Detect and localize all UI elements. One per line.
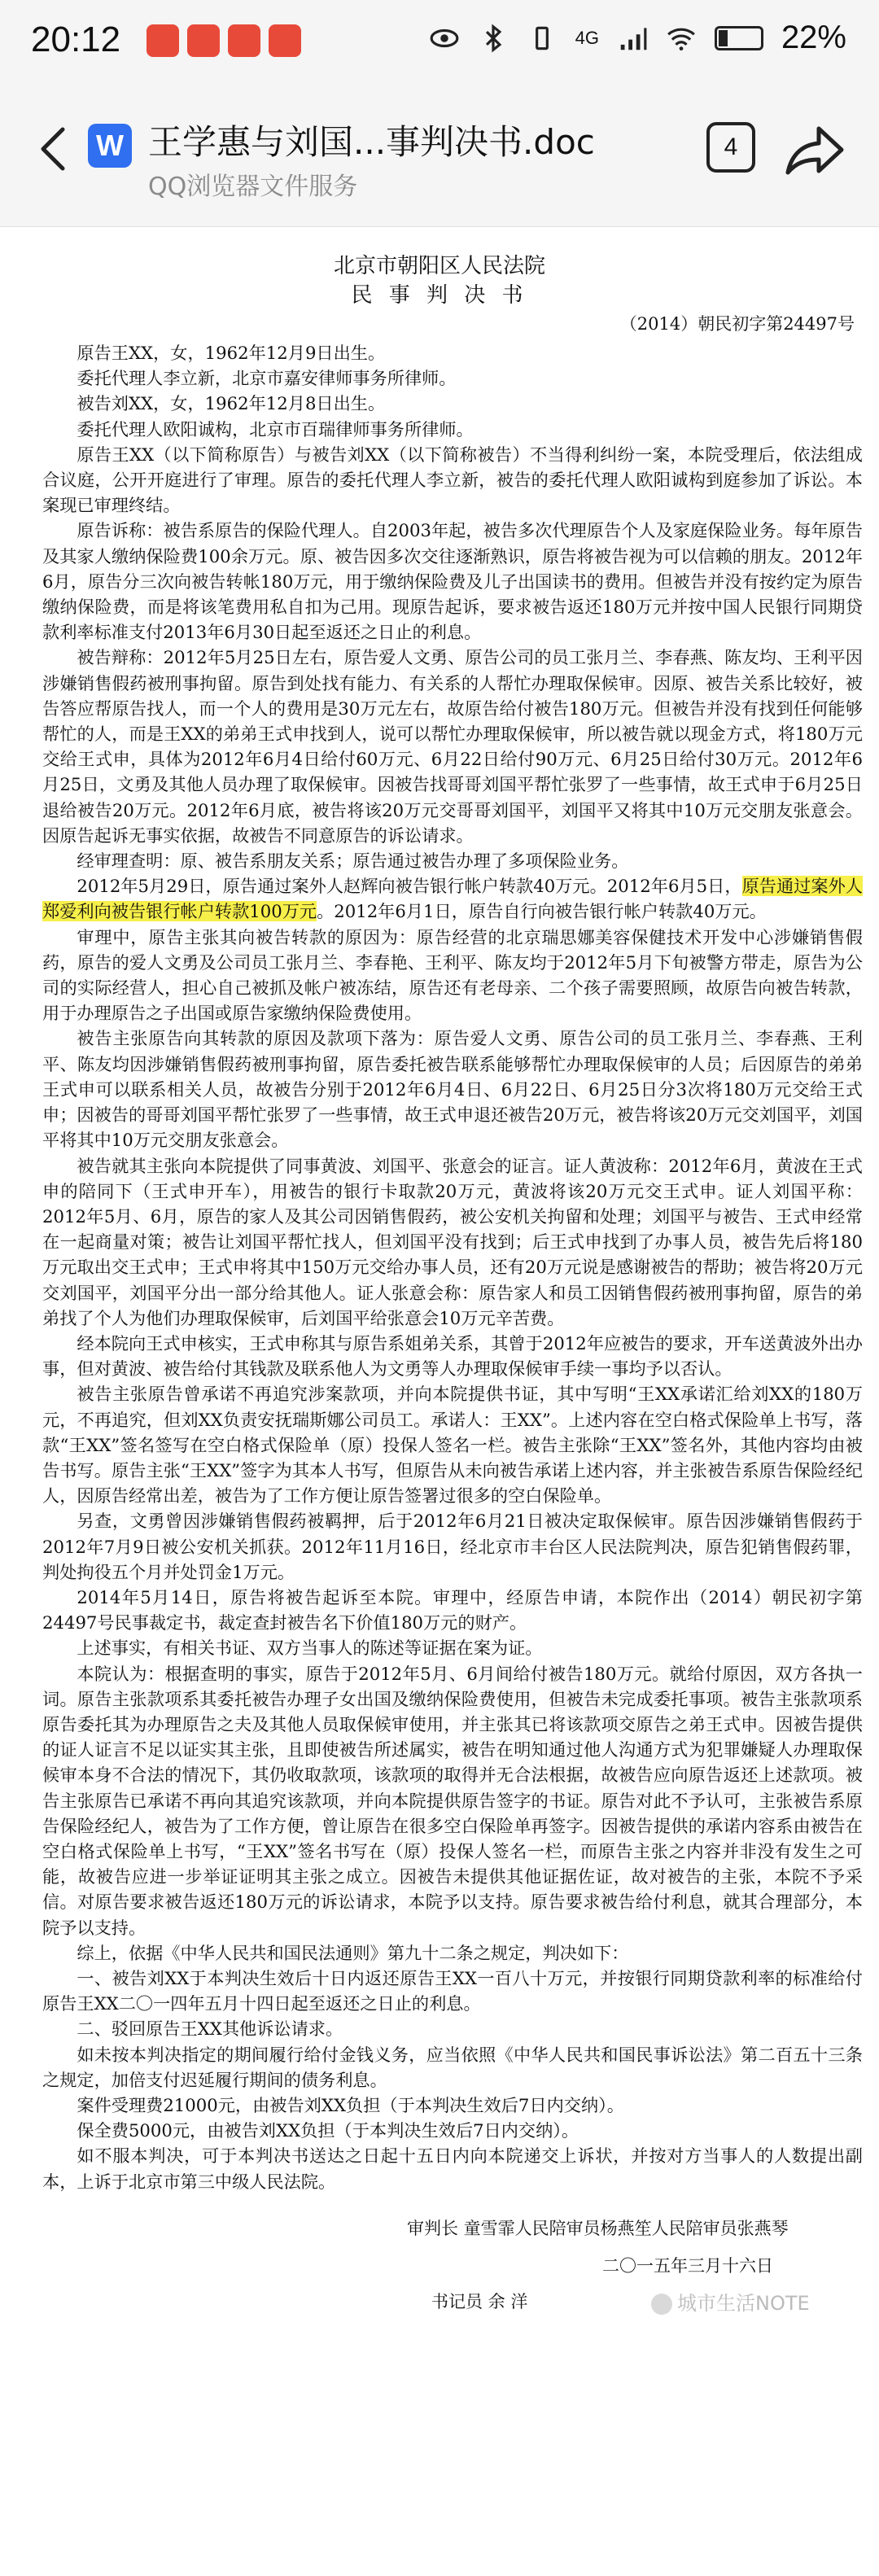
wifi-icon — [666, 23, 697, 54]
court-name: 北京市朝阳区人民法院 — [333, 254, 545, 278]
judgment-paragraph: 如不服本判决，可于本判决书送达之日起十五日内向本院递交上诉状，并按对方当事人的人数提出副本，上诉于北京市第三中级人民法院。 — [42, 2145, 863, 2192]
back-arrow-icon — [37, 125, 69, 173]
case-number: （2014）朝民初字第24497号 — [619, 314, 855, 334]
network-type: 4G — [575, 27, 599, 48]
judgment-paragraph: 2014年5月14日，原告将被告起诉至本院。审理中，经原告申请，本院作出（2014）朝民初字第24497号民事裁定书，裁定查封被告名下价值180万元的财产。 — [42, 1586, 863, 1634]
app-notification-icon — [228, 24, 260, 57]
app-notification-icon — [146, 24, 179, 57]
document-source: QQ浏览器文件服务 — [148, 173, 358, 201]
vibrate-icon — [527, 23, 558, 54]
app-notification-icon — [269, 24, 301, 57]
judgment-paragraph: 原告诉称：被告系原告的保险代理人。自2003年起，被告多次代理原告个人及家庭保险业务。每年原告及其家人缴纳保险费100余万元。原、被告因多次交往逐渐熟识，原告将被告视为可以信赖的朋友。2012年6月，原告分三次向被告转帐180万元，用于缴纳保险费及儿子出国读书的费用。但被告并没有按约定为原告缴纳保险费，而是将该笔费用私自扣为己用。现原告起诉，要求被告返还180万元并按中国人民银行同期贷款利率标准支付2013年6月30日起至返还之日止的利息。 — [42, 520, 863, 643]
judgment-paragraph: 上述事实，有相关书证、双方当事人的陈述等证据在案为证。 — [77, 1638, 543, 1659]
system-status — [429, 20, 846, 56]
bluetooth-icon — [478, 23, 509, 54]
document-title: 王学惠与刘国...事判决书.doc — [148, 122, 595, 162]
clerk-line: 书记员 余 洋 — [431, 2292, 528, 2311]
judges-signature-line: 审判长 童雪霏人民陪审员杨燕笙人民陪审员张燕琴 — [407, 2219, 789, 2238]
judgment-paragraph: 保全费5000元，由被告刘XX负担（于本判决生效后7日内交纳）。 — [77, 2120, 579, 2141]
judgment-paragraph: 经本院向王式申核实，王式申称其与原告系姐弟关系，其曾于2012年应被告的要求，开车送黄波外出办事，但对黄波、被告给付其钱款及联系他人为文勇等人办理取保候审手续一事均予以否认。 — [42, 1332, 863, 1380]
battery-icon — [715, 26, 763, 50]
battery-level: 22% — [781, 20, 846, 55]
judgment-paragraph: 审理中，原告主张其向被告转款的原因为：原告经营的北京瑞思娜美容保健技术开发中心涉嫌销售假药，原告的爱人文勇及公司员工张月兰、李春艳、王利平、陈友均于2012年5月下旬被警方带走，原告为公司的实际经营人，担心自己被抓及帐户被冻结，原告还有老母亲、二个孩子需要照顾，故原告向被告转款，用于办理原告之子出国或原告家缴纳保险费使用。 — [42, 926, 863, 1024]
status-bar — [0, 0, 879, 88]
status-time: 20:12 — [31, 20, 121, 59]
judgment-paragraph: 原告王XX，女，1962年12月9日出生。 — [77, 343, 386, 363]
judgment-paragraph: 经审理查明：原、被告系朋友关系；原告通过被告办理了多项保险业务。 — [77, 851, 629, 872]
app-bar — [0, 88, 879, 227]
judgment-paragraph: 案件受理费21000元，由被告刘XX负担（于本判决生效后7日内交纳）。 — [77, 2095, 624, 2116]
judgment-date: 二〇一五年三月十六日 — [602, 2256, 773, 2276]
judgment-paragraph: 委托代理人李立新，北京市嘉安律师事务所律师。 — [77, 368, 457, 389]
share-button[interactable] — [783, 117, 848, 182]
judgment-paragraph: 被告主张原告曾承诺不再追究涉案款项，并向本院提供书证，其中写明“王XX承诺汇给刘XX的180万元，不再追究，但刘XX负责安抚瑞斯娜公司员工。承诺人：王XX”。上述内容在空白格式保险单上书写，落款“王XX”签名签写在空白格式保险单（原）投保人签名一栏。被告主张除“王XX”签名外，其他内容均由被告书写。原告主张“王XX”签字为其本人书写，但原告从未向被告承诺上述内容，并主张被告系原告保险经纪人，因原告经常出差，被告为了工作方便让原告签署过很多的空白保险单。 — [42, 1384, 863, 1507]
judgment-body — [42, 340, 863, 2194]
document-heading: 民 事 判 决 书 — [351, 283, 528, 308]
judgment-paragraph: 被告就其主张向本院提供了同事黄波、刘国平、张意会的证言。证人黄波称：2012年6月，黄波在王式申的陪同下（王式申开车），用被告的银行卡取款20万元，黄波将该20万元交王式申。证人刘国平称：2012年5月、6月，原告的家人及其公司因销售假药，被公安机关拘留和处理；刘国平与被告、王式申经常在一起商量对策；被告让刘国平帮忙找人，但刘国平没有找到；后王式申找到了办事人员，被告先后将180万元取出交王式申；王式申将其中150万元交给办事人员，还有20万元说是感谢被告的帮助；被告将20万元交刘国平，刘国平分出一部分给其他人。证人张意会称：原告家人和员工因销售假药被刑事拘留，原告的弟弟找了个人为他们办理取保候审，后刘国平给张意会10万元辛苦费。 — [42, 1155, 863, 1328]
judgment-paragraph: 二、驳回原告王XX其他诉讼请求。 — [77, 2018, 343, 2040]
judgment-paragraph: 综上，依据《中华人民共和国民法通则》第九十二条之规定，判决如下： — [77, 1942, 629, 1963]
judgment-paragraph: 如未按本判决指定的期间履行给付金钱义务，应当依照《中华人民共和国民事诉讼法》第二百五十三条之规定，加倍支付迟延履行期间的债务利息。 — [42, 2044, 863, 2090]
watermark — [651, 2287, 810, 2316]
judgment-paragraph: 委托代理人欧阳诚构，北京市百瑞律师事务所律师。 — [77, 418, 474, 440]
highlighted-text: 原告通过案外人郑爱利向被告银行帐户转款100万元 — [42, 876, 863, 922]
signal-icon — [617, 23, 648, 54]
notification-icons — [146, 24, 301, 57]
judgment-paragraph: 另查，文勇曾因涉嫌销售假药被羁押，后于2012年6月21日被决定取保候审。原告因涉嫌销售假药于2012年7月9日被公安机关抓获。2012年11月16日，经北京市丰台区人民法院判决，原告犯销售假药罪，判处拘役五个月并处罚金1万元。 — [42, 1511, 863, 1582]
judgment-paragraph: 一、被告刘XX于本判决生效后十日内返还原告王XX一百八十万元，并按银行同期贷款利率的标准给付原告王XX二〇一四年五月十四日起至返还之日止的利息。 — [42, 1968, 863, 2014]
tabs-count-button[interactable]: 4 — [706, 122, 755, 173]
app-notification-icon — [187, 24, 220, 57]
watermark-text: 城市生活NOTE — [677, 2292, 810, 2315]
judgment-paragraph: 被告辩称：2012年5月25日左右，原告爱人文勇、原告公司的员工张月兰、李春燕、陈友均、王利平因涉嫌销售假药被刑事拘留。原告到处找有能力、有关系的人帮忙办理取保候审。因原、被告关系比较好，被告答应帮原告找人，而一个人的费用是30万元左右，故原告给付被告180万元。但被告并没有找到任何能够帮忙的人，而是王XX的弟弟王式申找到人，说可以帮忙办理取保候审，所以被告就以现金方式，将180万元交给王式申，具体为2012年6月4日给付60万元、6月22日给付90万元、6月25日给付30万元。2012年6月25日，文勇及其他人员办理了取保候审。因被告找哥哥刘国平帮忙张罗了一些事情，故王式申于6月25日退给被告20万元。2012年6月底，被告将该20万元交哥哥刘国平，刘国平又将其中10万元交朋友张意会。因原告起诉无事实依据，故被告不同意原告的诉讼请求。 — [42, 647, 863, 846]
word-file-icon: W — [88, 124, 132, 168]
judgment-paragraph: 原告王XX（以下简称原告）与被告刘XX（以下简称被告）不当得利纠纷一案，本院受理后，依法组成合议庭，公开开庭进行了审理。原告的委托代理人李立新，被告的委托代理人欧阳诚构到庭参加了诉讼。本案现已审理终结。 — [42, 444, 863, 516]
share-icon — [783, 117, 848, 182]
judgment-paragraph: 2012年5月29日，原告通过案外人赵辉向被告银行帐户转款40万元。2012年6月5日，原告通过案外人郑爱利向被告银行帐户转款100万元。2012年6月1日，原告自行向被告银行帐户转款40万元。 — [42, 876, 863, 922]
judgment-paragraph: 被告主张原告向其转款的原因及款项下落为：原告爱人文勇、原告公司的员工张月兰、李春燕、王利平、陈友均因涉嫌销售假药被刑事拘留，原告委托被告联系能够帮忙办理取保候审的人员；后因原告的弟弟王式申可以联系相关人员，故被告分别于2012年6月4日、6月22日、6月25日分3次将180万元交给王式申；因被告的哥哥刘国平帮忙张罗了一些事情，故王式申退还被告20万元，被告将该20万元交刘国平，刘国平将其中10万元交朋友张意会。 — [42, 1028, 863, 1151]
watermark-logo-icon — [651, 2294, 672, 2315]
judgment-paragraph: 被告刘XX，女，1962年12月8日出生。 — [77, 393, 386, 414]
eye-icon — [429, 23, 460, 54]
document-viewer[interactable] — [0, 230, 879, 2576]
back-button[interactable] — [24, 112, 81, 186]
judgment-paragraph: 本院认为：根据查明的事实，原告于2012年5月、6月间给付被告180万元。就给付原因，双方各执一词。原告主张款项系其委托被告办理子女出国及缴纳保险费使用，但被告未完成委托事项。被告主张款项系原告委托其为办理原告之夫及其他人员取保候审使用，并主张其已将该款项交原告之弟王式申。因被告提供的证人证言不足以证实其主张，且即使被告所述属实，被告在明知通过他人沟通方式为犯罪嫌疑人办理取保候审本身不合法的情况下，其仍收取款项，该款项的取得并无合法根据，故被告应向原告返还上述款项。被告主张原告已承诺不再向其追究该款项，并向本院提供原告签字的书证。原告对此不予认可，主张被告系原告保险经纪人，被告为了工作方便，曾让原告在很多空白保险单再签字。因被告提供的承诺内容系由被告在空白格式保险单上书写，“王XX”签名书写在（原）投保人签名一栏，而原告主张之内容并非没有发生之可能，故被告应进一步举证证明其主张之成立。因被告未提供其他证据佐证，故对被告的主张，本院不予采信。对原告要求被告返还180万元的诉讼请求，本院予以支持。原告要求被告给付利息，就其合理部分，本院予以支持。 — [42, 1663, 863, 1938]
